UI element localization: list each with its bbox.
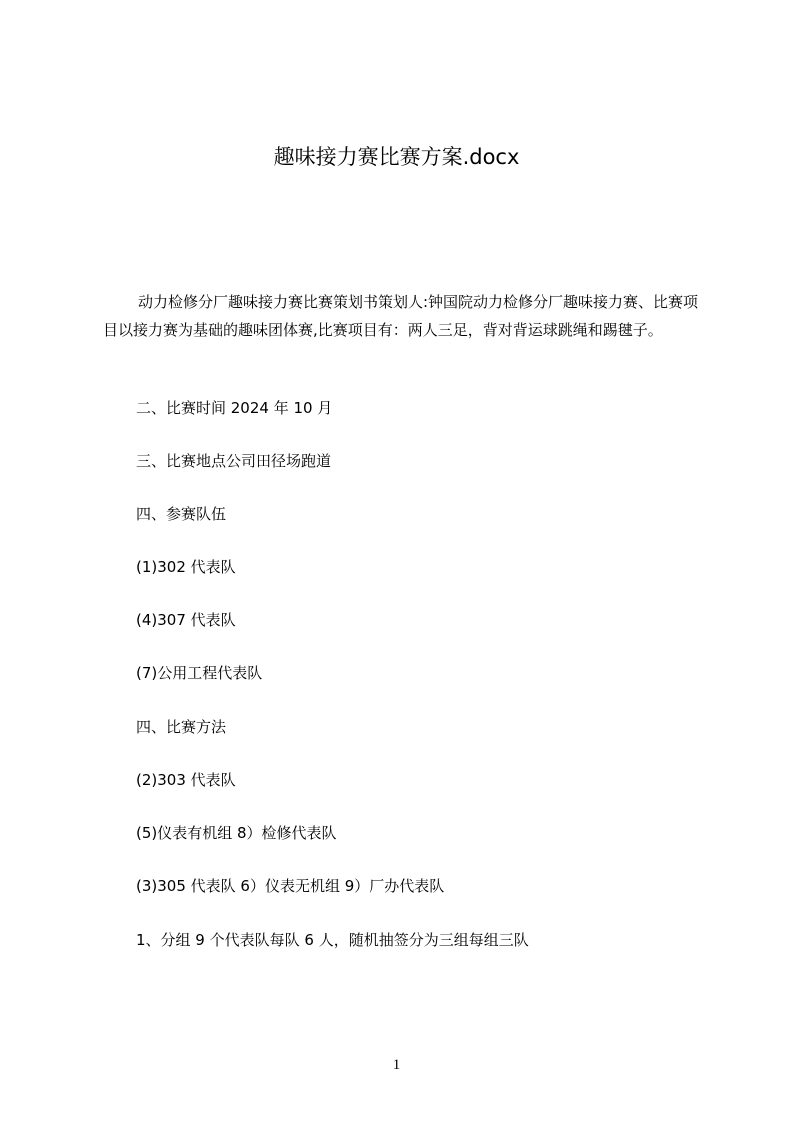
document-title: 趣味接力赛比赛方案.docx (273, 145, 520, 169)
page-number: 1 (392, 1057, 401, 1073)
paragraph-competition-method: 四、比赛方法 (136, 718, 227, 736)
intro-text: 动力检修分厂趣味接力赛比赛策划书策划人:钟国院动力检修分厂趣味接力赛、比赛项目以接力赛为基础的趣味团体赛,比赛项目有：两人三足，背对背运球跳绳和踢毽子。 (103, 293, 699, 339)
intro-paragraph (103, 289, 703, 344)
paragraph-team-instrument-organic: (5)仪表有机组 8）检修代表队 (136, 824, 337, 842)
paragraph-grouping: 1、分组 9 个代表队每队 6 人，随机抽签分为三组每组三队 (136, 931, 529, 949)
paragraph-team-303: (2)303 代表队 (136, 771, 236, 789)
paragraph-team-307: (4)307 代表队 (136, 611, 236, 629)
paragraph-competition-venue: 三、比赛地点公司田径场跑道 (136, 452, 332, 470)
paragraph-participating-teams: 四、参赛队伍 (136, 505, 227, 523)
paragraph-competition-time: 二、比赛时间 2024 年 10 月 (136, 399, 333, 417)
paragraph-team-302: (1)302 代表队 (136, 558, 236, 576)
paragraph-team-public-works: (7)公用工程代表队 (136, 664, 263, 682)
paragraph-team-305: (3)305 代表队 6）仪表无机组 9）厂办代表队 (136, 877, 445, 895)
